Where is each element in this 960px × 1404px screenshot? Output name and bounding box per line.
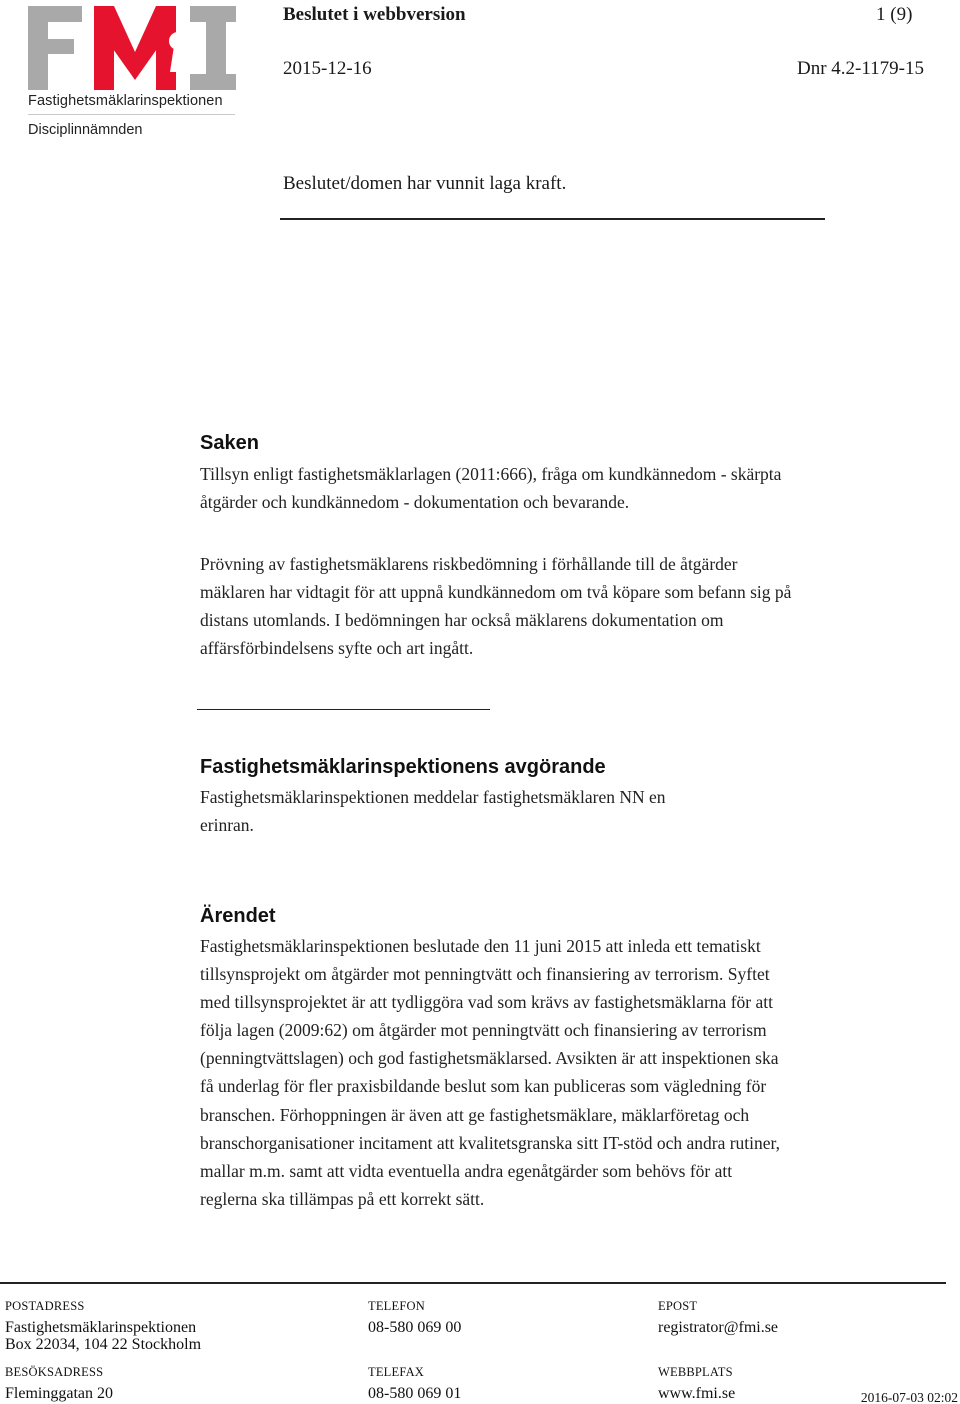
footer-postadress-label: POSTADRESS: [5, 1299, 85, 1313]
logo-divider: [28, 114, 235, 115]
logo-organization-name: Fastighetsmäklarinspektionen: [28, 93, 223, 109]
print-timestamp: 2016-07-03 02:02: [860, 1390, 958, 1404]
footer-webbplats-link[interactable]: www.fmi.se: [658, 1385, 736, 1402]
section-divider: [197, 709, 490, 710]
footer-besoksadress: Fleminggatan 20: [5, 1385, 113, 1402]
footer-telefax-label: TELEFAX: [368, 1365, 425, 1379]
page-number: 1 (9): [876, 4, 913, 25]
footer-telefon: 08-580 069 00: [368, 1319, 462, 1336]
footer-postadress-line1: Fastighetsmäklarinspektionen: [5, 1319, 197, 1336]
header-divider: [280, 218, 825, 220]
logo-subtitle: Disciplinnämnden: [28, 122, 143, 138]
footer-telefon-label: TELEFON: [368, 1299, 425, 1313]
avgorande-heading: Fastighetsmäklarinspektionens avgörande: [200, 756, 606, 778]
saken-paragraph-1: Tillsyn enligt fastighetsmäklarlagen (2011:666), fråga om kundkännedom - skärpta åtgärder och kundkännedom - dokumentation och bevarande.: [200, 464, 782, 513]
footer-webbplats-label: WEBBPLATS: [658, 1365, 733, 1379]
arendet-heading: Ärendet: [200, 905, 276, 927]
document-title: Beslutet i webbversion: [283, 4, 466, 25]
document-date: 2015-12-16: [283, 58, 372, 79]
fmi-logo-mark: [28, 6, 236, 90]
footer-epost[interactable]: registrator@fmi.se: [658, 1319, 779, 1336]
legal-status: Beslutet/domen har vunnit laga kraft.: [283, 173, 567, 194]
saken-heading: Saken: [200, 432, 259, 454]
saken-paragraph-2: Prövning av fastighetsmäklarens riskbedömning i förhållande till de åtgärder mäklaren har vidtagit för att uppnå kundkännedom om två köpare som befann sig på distans utomlands. I bedömningen har också mäklarens dokumentation om affärsförbindelsens syfte och art ingått.: [200, 554, 792, 659]
footer-epost-label: EPOST: [658, 1299, 698, 1313]
footer-divider: [0, 1282, 946, 1284]
fmi-logo: [28, 6, 236, 136]
footer-besoksadress-label: BESÖKSADRESS: [5, 1365, 104, 1379]
avgorande-paragraph: Fastighetsmäklarinspektionen meddelar fastighetsmäklaren NN en erinran.: [200, 787, 666, 836]
arendet-paragraph: Fastighetsmäklarinspektionen beslutade den 11 juni 2015 att inleda ett tematiskt tillsynsprojekt om åtgärder mot penningtvätt och finansiering av terrorism. Syftet med tillsynsprojektet är att tydliggöra vad som krävs av fastighetsmäklarna för att följa lagen (2009:62) om åtgärder mot penningtvätt och finansiering av terrorism (penningtvättslagen) och god fastighetsmäklarsed. Avsikten är att inspektionen ska få underlag för fler praxisbildande beslut som kan publiceras som vägledning för branschen. Förhoppningen är även att ge fastighetsmäklare, mäklarföretag och branschorganisationer incitament att kvalitetsgranska sitt IT-stöd och andra rutiner, mallar m.m. samt att vidta eventuella andra egenåtgärder som behövs för att reglerna ska tillämpas på ett korrekt sätt.: [200, 936, 781, 1209]
footer-telefax: 08-580 069 01: [368, 1385, 462, 1402]
footer-postadress-line2: Box 22034, 104 22 Stockholm: [5, 1336, 202, 1353]
registration-number: Dnr 4.2-1179-15: [797, 58, 924, 79]
